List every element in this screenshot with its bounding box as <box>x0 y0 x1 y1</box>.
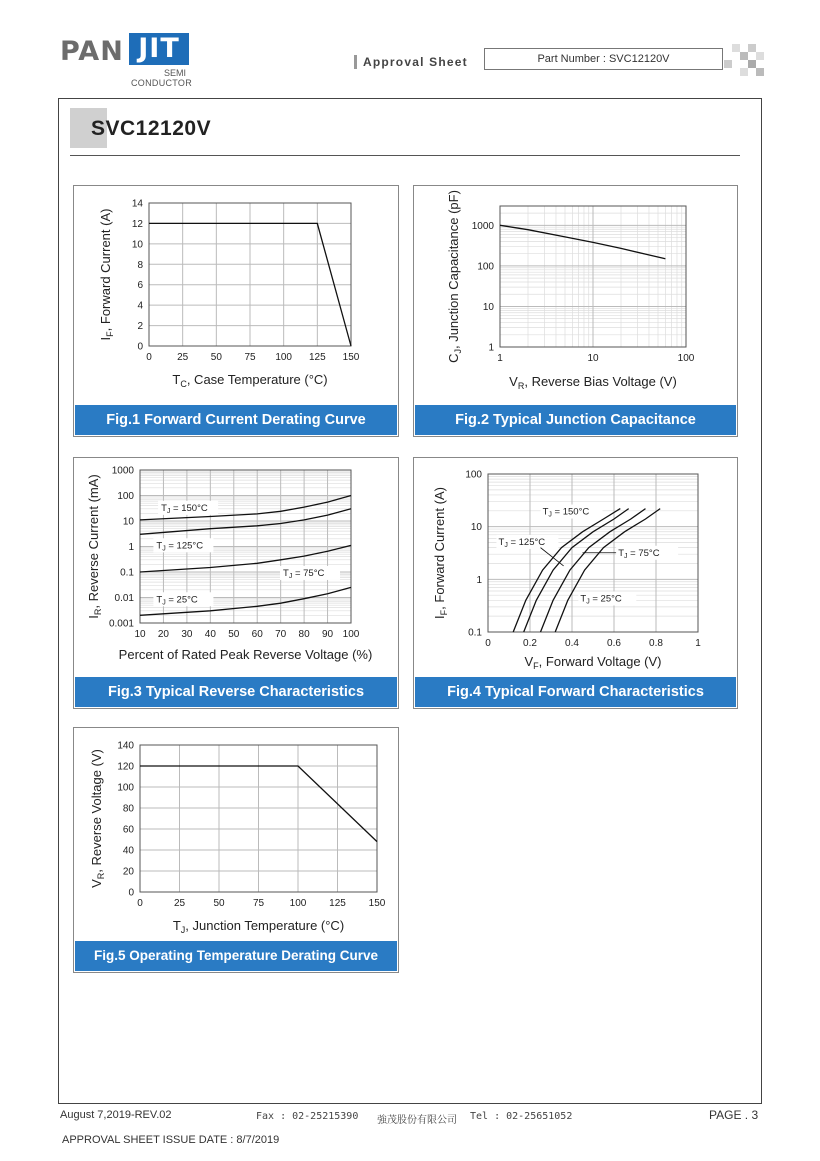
x-tick-label: 1 <box>695 638 701 649</box>
y-tick-label: 2 <box>137 321 143 333</box>
y-tick-label: 1 <box>476 574 482 586</box>
y-tick-label: 0.01 <box>114 593 134 604</box>
y-tick-label: 100 <box>465 469 482 481</box>
y-tick-label: 10 <box>122 516 134 528</box>
x-tick-label: 30 <box>181 629 193 640</box>
y-tick-label: 100 <box>117 491 134 502</box>
temp-annotation-25: $T_J = 25^\circ C$ <box>580 593 622 606</box>
fig1-caption: Fig.1 Forward Current Derating Curve <box>75 405 397 435</box>
y-axis-label: $C_J$, Junction Capacitance (pF) <box>446 190 463 363</box>
temp-annotation-2: $T_J = 75^\circ C$ <box>283 567 325 580</box>
footer-issue-date: APPROVAL SHEET ISSUE DATE : 8/7/2019 <box>62 1134 280 1146</box>
x-tick-label: 100 <box>342 629 360 640</box>
x-tick-label: 50 <box>210 352 222 363</box>
part-number-box: Part Number : SVC12120V <box>484 48 723 70</box>
decorative-squares-icon <box>724 44 764 80</box>
footer-fax: Fax : 02-25215390 <box>256 1111 359 1122</box>
temp-annotation-0: $T_J = 150^\circ C$ <box>161 502 208 515</box>
fig2-panel <box>413 185 738 437</box>
x-tick-label: 0.6 <box>607 638 621 649</box>
y-tick-label: 14 <box>131 198 143 210</box>
y-axis-label: $V_R$, Reverse Voltage (V) <box>89 749 106 888</box>
x-tick-label: 20 <box>157 629 170 640</box>
fig3-caption: Fig.3 Typical Reverse Characteristics <box>75 677 397 707</box>
x-tick-label: 125 <box>329 898 346 909</box>
footer-date-rev: August 7,2019-REV.02 <box>60 1109 172 1121</box>
x-tick-label: 0 <box>137 898 143 909</box>
x-tick-label: 50 <box>213 898 225 909</box>
y-tick-label: 0.1 <box>468 627 482 639</box>
x-axis-label: $T_C$, Case Temperature (°C) <box>172 372 328 389</box>
y-tick-label: 0 <box>128 887 134 899</box>
x-tick-label: 1 <box>497 353 503 364</box>
x-tick-label: 0.4 <box>565 638 579 649</box>
y-tick-label: 100 <box>477 261 494 273</box>
fig5-panel <box>73 727 399 973</box>
fig4-caption: Fig.4 Typical Forward Characteristics <box>415 677 736 707</box>
x-axis-label: Percent of Rated Peak Reverse Voltage (%) <box>118 647 373 662</box>
logo-pan-text: PAN <box>60 36 124 67</box>
y-tick-label: 10 <box>482 301 494 313</box>
y-tick-label: 80 <box>122 803 134 815</box>
y-axis-label: $I_F$, Forward Current (A) <box>432 487 449 619</box>
y-tick-label: 0.1 <box>120 567 134 579</box>
fig5-chart <box>74 728 398 942</box>
approval-sheet-label: Approval Sheet <box>354 55 468 69</box>
x-tick-label: 10 <box>587 353 599 364</box>
x-tick-label: 90 <box>321 629 334 640</box>
footer-tel: Tel : 02-25651052 <box>470 1111 573 1122</box>
x-tick-label: 0 <box>146 352 152 363</box>
y-tick-label: 4 <box>137 300 143 312</box>
y-tick-label: 1 <box>128 542 134 553</box>
x-tick-label: 25 <box>173 898 186 909</box>
temp-annotation-150: $T_J = 150^\circ C$ <box>542 506 590 519</box>
fig3-panel <box>73 457 399 709</box>
x-tick-label: 75 <box>252 898 265 909</box>
x-axis-label: $V_R$, Reverse Bias Voltage (V) <box>509 374 677 391</box>
y-tick-label: 1000 <box>111 465 134 477</box>
y-axis-label: $I_F$, Forward Current (A) <box>98 208 115 341</box>
footer-page: PAGE . 3 <box>709 1108 759 1122</box>
y-tick-label: 10 <box>470 522 482 534</box>
x-tick-label: 0.2 <box>523 638 537 649</box>
logo-jit-badge: JIT <box>129 33 189 65</box>
fig5-caption: Fig.5 Operating Temperature Derating Curve <box>75 941 397 971</box>
y-tick-label: 100 <box>117 782 134 794</box>
fig3-chart <box>74 458 398 678</box>
fig4-chart <box>414 458 737 678</box>
x-tick-label: 0.8 <box>649 638 663 649</box>
x-tick-label: 10 <box>134 629 146 640</box>
x-tick-label: 50 <box>228 629 240 640</box>
temp-annotation-75: $T_J = 75^\circ C$ <box>618 547 660 560</box>
y-tick-label: 120 <box>117 761 134 773</box>
logo-semi-text: SEMI <box>164 68 187 78</box>
x-axis-label: $T_J$, Junction Temperature (°C) <box>172 918 345 935</box>
x-tick-label: 80 <box>298 629 310 640</box>
x-tick-label: 40 <box>204 629 216 640</box>
y-tick-label: 40 <box>122 845 134 857</box>
x-tick-label: 60 <box>251 629 263 640</box>
y-tick-label: 8 <box>137 259 143 271</box>
x-tick-label: 25 <box>177 352 189 363</box>
y-tick-label: 140 <box>117 740 134 752</box>
temp-annotation-125: $T_J = 125^\circ C$ <box>498 536 546 549</box>
fig1-panel <box>73 185 399 437</box>
x-tick-label: 100 <box>275 352 293 363</box>
y-tick-label: 10 <box>131 239 143 251</box>
x-tick-label: 0 <box>485 638 491 649</box>
page-title: SVC12120V <box>91 117 212 140</box>
fig2-chart <box>414 186 737 406</box>
x-tick-label: 150 <box>368 898 386 909</box>
x-tick-label: 100 <box>677 353 695 364</box>
y-tick-label: 6 <box>137 280 143 292</box>
fig1-chart <box>74 186 398 406</box>
title-divider <box>70 155 740 156</box>
fig2-caption: Fig.2 Typical Junction Capacitance <box>415 405 736 435</box>
x-tick-label: 70 <box>275 629 287 640</box>
y-tick-label: 1 <box>488 342 494 354</box>
x-tick-label: 75 <box>244 352 256 363</box>
y-tick-label: 12 <box>131 218 143 230</box>
footer-company: 強茂股份有限公司 <box>377 1115 457 1126</box>
fig4-panel <box>413 457 738 709</box>
temp-annotation-1: $T_J = 125^\circ C$ <box>156 540 204 553</box>
y-tick-label: 60 <box>122 824 134 836</box>
y-tick-label: 0.001 <box>108 618 134 630</box>
logo-conductor-text: CONDUCTOR <box>131 78 193 88</box>
y-tick-label: 1000 <box>471 220 494 232</box>
y-tick-label: 20 <box>122 866 134 878</box>
x-tick-label: 100 <box>289 898 307 909</box>
x-tick-label: 150 <box>342 352 360 363</box>
y-axis-label: $I_R$, Reverse Current (mA) <box>86 474 103 619</box>
x-tick-label: 125 <box>308 352 326 363</box>
temp-annotation-3: $T_J = 25^\circ C$ <box>156 594 198 607</box>
y-tick-label: 0 <box>137 341 143 353</box>
x-axis-label: $V_F$, Forward Voltage (V) <box>524 654 662 671</box>
